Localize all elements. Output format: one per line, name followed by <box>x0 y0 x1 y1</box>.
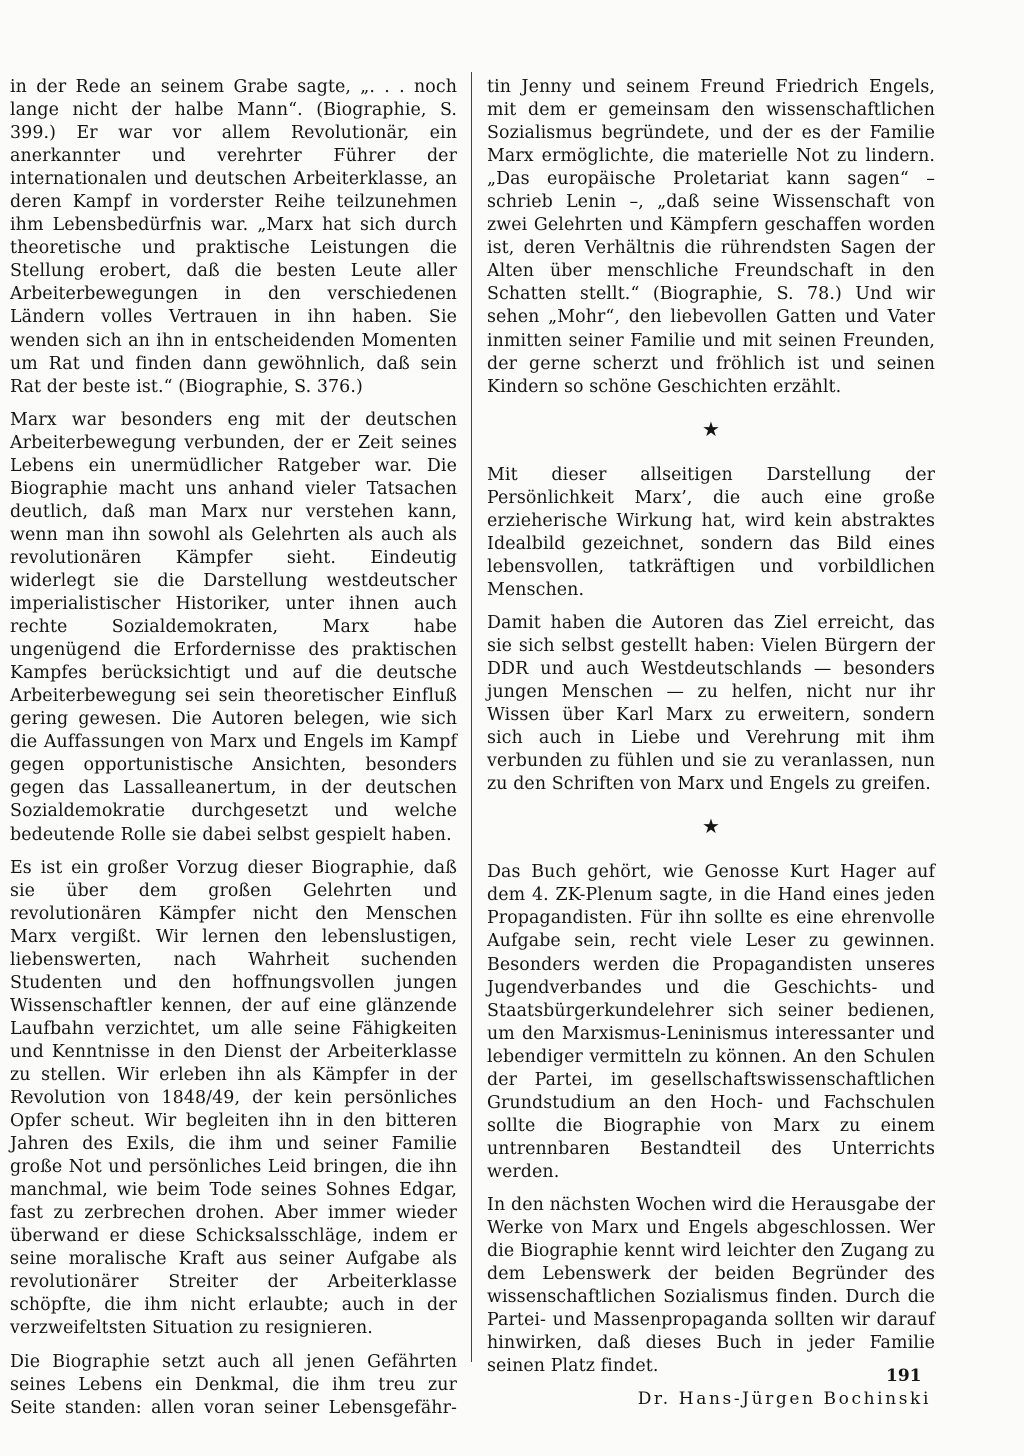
column-divider <box>471 72 472 1362</box>
left-column <box>10 76 457 1430</box>
left-paragraph-3: Es ist ein großer Vorzug dieser Biographie, daß sie über dem großen Gelehrten und revolutionären Kämpfer nicht den Menschen Marx vergißt. Wir lernen den lebenslustigen, liebenswerten, nach Wahrheit suchenden Studenten und den hoffnungsvollen jungen Wissenschaftler kennen, der auf eine glänzende Laufbahn verzichtet, um alle seine Fähigkeiten und Kenntnisse in den Dienst der Arbeiterklasse zu stellen. Wir erleben ihn als Kämpfer in der Revolution von 1848/49, der kein persönliches Opfer scheut. Wir begleiten ihn in den bitteren Jahren des Exils, die ihm und seiner Familie große Not und persönliches Leid bringen, die ihn manchmal, wie beim Tode seines Sohnes Edgar, fast zu zerbrechen drohen. Aber immer wieder überwand er diese Schicksalsschläge, indem er seine moralische Kraft aus seiner Aufgabe als revolutionärer Streiter der Arbeiterklasse schöpfte, die ihm nicht erlaubte; auch in der verzweifeltsten Situation zu resignieren. <box>10 857 457 1339</box>
section-separator-star: ★ <box>701 416 721 441</box>
left-paragraph-1: in der Rede an seinem Grabe sagte, „. . . noch lange nicht der halbe Mann“. (Biographie, S. 399.) Er war vor allem Revolutionär, ein anerkannter und verehrter Führer der internationalen und deutschen Arbeiterklasse, an deren Kampf in vorderster Reihe teilzunehmen ihm Lebensbedürfnis war. „Marx hat sich durch theoretische und praktische Leistungen die Stellung erobert, daß die besten Leute aller Arbeiterbewegungen in den verschiedenen Ländern volles Vertrauen in ihn haben. Sie wenden sich an ihn in entscheidenden Momenten um Rat und finden dann gewöhnlich, daß sein Rat der beste ist.“ (Biographie, S. 376.) <box>10 77 457 397</box>
section-separator-star: ★ <box>701 814 721 839</box>
right-paragraph-5: In den nächsten Wochen wird die Herausgabe der Werke von Marx und Engels abgeschlossen. Wer die Biographie kennt wird leichter den Zugang zu dem Lebenswerk der beiden Begründer des wissenschaftlichen Sozialismus finden. Durch die Partei- und Massenpropaganda sollten wir darauf hinwirken, daß dieses Buch in jeder Familie seinen Platz findet. <box>487 1194 935 1377</box>
right-column <box>487 76 935 1411</box>
right-paragraph-3: Damit haben die Autoren das Ziel erreicht, das sie sich selbst gestellt haben: Vielen Bürgern der DDR und auch Westdeutschlands — besonders jungen Menschen — zu helfen, nicht nur ihr Wissen über Karl Marx zu erweitern, sondern sich auch in Liebe und Verehrung mit ihm verbunden zu fühlen und sie zu veranlassen, nun zu den Schriften von Marx und Engels zu greifen. <box>487 612 935 795</box>
left-paragraph-4: Die Biographie setzt auch all jenen Gefährten seines Lebens ein Denkmal, die ihm treu zur Seite standen: allen voran seiner Lebensgefähr- <box>10 1351 457 1418</box>
right-paragraph-1: tin Jenny und seinem Freund Friedrich Engels, mit dem er gemeinsam den wissenschaftlichen Sozialismus begründete, und der es der Familie Marx ermöglichte, die materielle Not zu lindern. „Das europäische Proletariat kann sagen“ – schrieb Lenin –, „daß seine Wissenschaft von zwei Gelehrten und Kämpfern geschaffen worden ist, deren Verhältnis die rührendsten Sagen der Alten über menschliche Freundschaft in den Schatten stellt.“ (Biographie, S. 78.) Und wir sehen „Mohr“, den liebevollen Gatten und Vater inmitten seiner Familie und mit seinen Freunden, der gerne scherzt und fröhlich ist und seinen Kindern so schöne Geschichten erzählt. <box>487 77 935 397</box>
right-paragraph-2: Mit dieser allseitigen Darstellung der Persönlichkeit Marx’, die auch eine große erzieherische Wirkung hat, wird kein abstraktes Idealbild gezeichnet, sondern das Bild eines lebensvollen, tatkräftigen und vorbildlichen Menschen. <box>487 464 935 600</box>
right-paragraph-4: Das Buch gehört, wie Genosse Kurt Hager auf dem 4. ZK-Plenum sagte, in die Hand eines jeden Propagandisten. Für ihn sollte es eine ehrenvolle Aufgabe sein, recht viele Leser zu gewinnen. Besonders werden die Propagandisten unseres Jugendverbandes und die Geschichts- und Staatsbürgerkundelehrer sich seiner bedienen, um den Marxismus-Leninismus interessanter und lebendiger vermitteln zu können. An den Schulen der Partei, im gesellschaftswissenschaftlichen Grundstudium an den Hoch- und Fachschulen sollte die Biographie von Marx zu einem untrennbaren Bestandteil des Unterrichts werden. <box>487 862 935 1182</box>
author-signature: Dr. Hans-Jürgen Bochinski <box>637 1389 931 1410</box>
page-number: 191 <box>886 1366 922 1386</box>
left-paragraph-2: Marx war besonders eng mit der deutschen Arbeiterbewegung verbunden, der er Zeit seines Lebens ein unermüdlicher Ratgeber war. Die Biographie macht uns anhand vieler Tatsachen deutlich, daß man Marx nur verstehen kann, wenn man ihn sowohl als Gelehrten als auch als revolutionären Kämpfer sieht. Eindeutig widerlegt sie die Darstellung westdeutscher imperialistischer Historiker, unter ihnen auch rechte Sozialdemokraten, Marx habe ungenügend die Erfordernisse des praktischen Kampfes berücksichtigt und auf die deutsche Arbeiterbewegung sei sein theoretischer Einfluß gering gewesen. Die Autoren belegen, wie sich die Auffassungen von Marx und Engels im Kampf gegen opportunistische Ansichten, besonders gegen das Lassalleanertum, in der deutschen Sozialdemokratie durchgesetzt und welche bedeutende Rolle sie dabei selbst gespielt haben. <box>10 409 457 845</box>
